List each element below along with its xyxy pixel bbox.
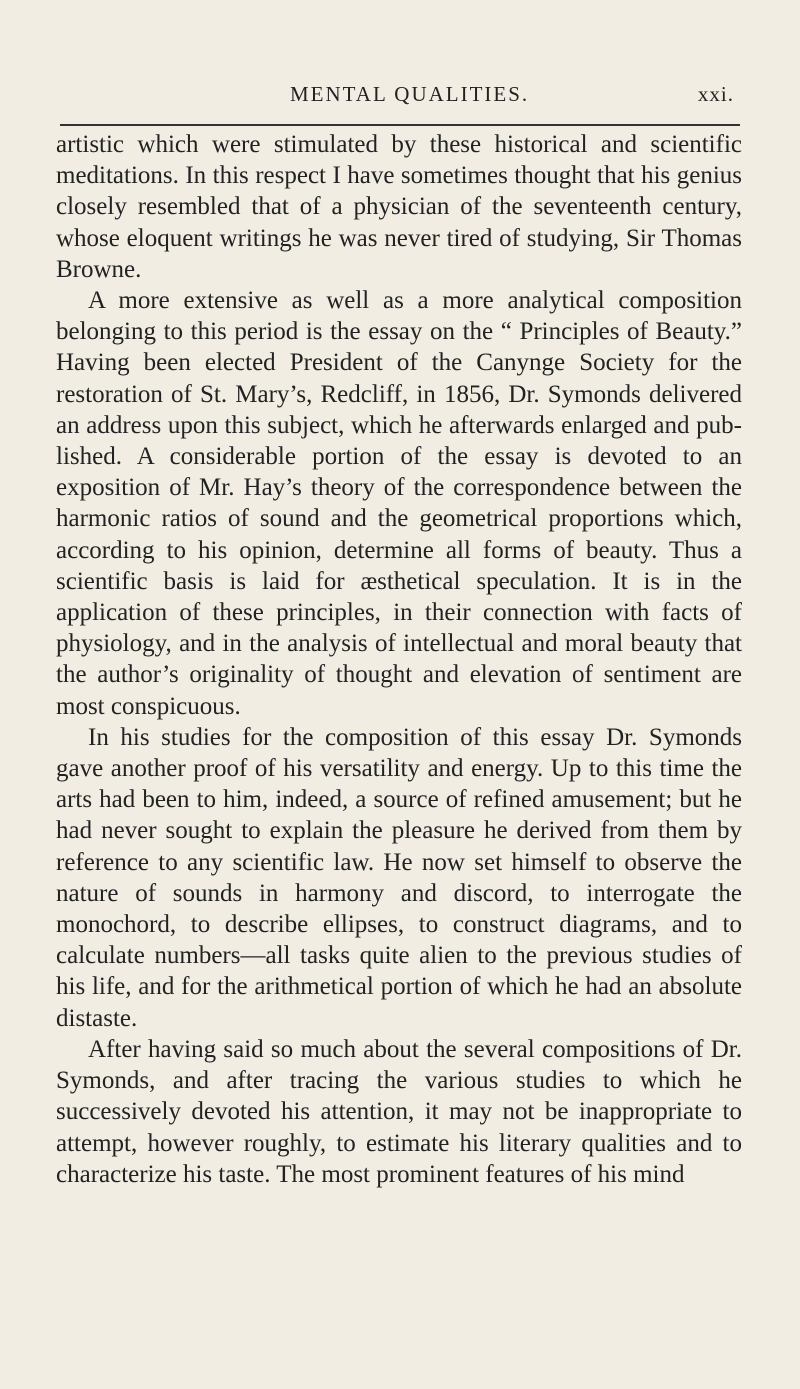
- paragraph-principles-of-beauty: A more extensive as well as a more analytical composition belonging to this period is the essay on the “ Principles of Beauty.” Having been elected President of the Canynge Society for the restoration of St. Mary’s, Redcliff, in 1856, Dr. Symonds delivered an address upon this subject, which he afterwards enlarged and pub-lished. A considerable portion of the essay is devoted to an exposition of Mr. Hay’s theory of the correspondence between the harmonic ratios of sound and the geometrical proportions which, according to his opinion, determine all forms of beauty. Thus a scientific basis is laid for æsthetical speculation. It is in the application of these principles, in their connection with facts of physiology, and in the analysis of intellectual and moral beauty that the author’s originality of thought and elevation of sentiment are most conspicuous.: [56, 287, 742, 720]
- paragraph-literary-qualities: After having said so much about the several compositions of Dr. Symonds, and after tracing the various studies to which he successively devoted his attention, it may not be inappropriate to attempt, however roughly, to estimate his literary qualities and to characterize his taste. The most prominent features of his mind: [56, 1035, 742, 1188]
- page-number: xxi.: [697, 82, 734, 106]
- running-head: [0, 82, 800, 112]
- paragraph-continued: artistic which were stimulated by these historical and scientific meditations. In this respect I have sometimes thought that his genius closely resembled that of a physician of the seventeenth century, whose eloquent writings he was never tired of studying, Sir Thomas Browne.: [56, 131, 742, 283]
- header-rule: [60, 124, 740, 126]
- paragraph-versatility: In his studies for the composition of this essay Dr. Symonds gave another proof of his versatility and energy. Up to this time the arts had been to him, indeed, a source of refined amusement; but he had never sought to explain the pleasure he derived from them by reference to any scientific law. He now set himself to observe the nature of sounds in harmony and discord, to interrogate the monochord, to describe ellipses, to construct diagrams, and to calculate numbers—all tasks quite alien to the previous studies of his life, and for the arithmetical portion of which he had an absolute distaste.: [56, 723, 742, 1032]
- running-title: MENTAL QUALITIES.: [290, 82, 530, 106]
- body-text: [56, 129, 742, 1190]
